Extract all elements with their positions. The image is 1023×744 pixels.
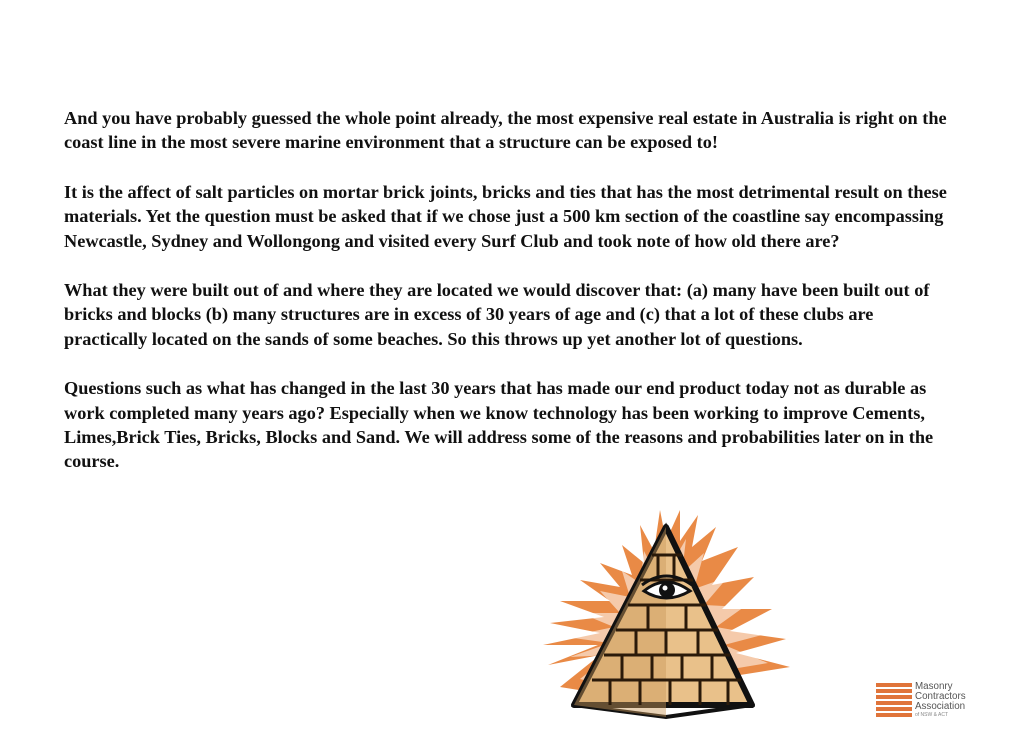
logo-line-2: Contractors: [915, 691, 966, 702]
logo-line-4: of NSW & ACT: [915, 712, 949, 718]
body-text: [64, 106, 959, 499]
logo-bars-icon: [876, 683, 912, 719]
association-logo: [876, 682, 986, 724]
paragraph-2: It is the affect of salt particles on mortar brick joints, bricks and ties that has the most detrimental result on these materials. Yet the question must be asked that if we chose just a 500 km section of the coastline say encompassing Newcastle, Sydney and Wollongong and visited every Surf Club and took note of how old there are?: [64, 181, 947, 251]
logo-line-1: Masonry: [915, 681, 953, 692]
paragraph-4: Questions such as what has changed in the last 30 years that has made our end product today not as durable as work completed many years ago? Especially when we know technology has been working to improve Cements, Limes,Brick Ties, Bricks, Blocks and Sand. We will address some of the reasons and probabilities later on in the course.: [64, 378, 934, 472]
logo-line-3: Association: [915, 701, 966, 712]
eye-pyramid-icon: [540, 505, 792, 723]
paragraph-1: And you have probably guessed the whole point already, the most expensive real estate in Australia is right on the coast line in the most severe marine environment that a structure can be exposed to!: [64, 108, 947, 153]
logo-text: [915, 682, 966, 718]
paragraph-3: What they were built out of and where they are located we would discover that: (a) many have been built out of bricks and blocks (b) many structures are in excess of 30 years of age and (c) that a lot of these clubs are practically located on the sands of some beaches. So this throws up yet another lot of questions.: [64, 280, 930, 349]
